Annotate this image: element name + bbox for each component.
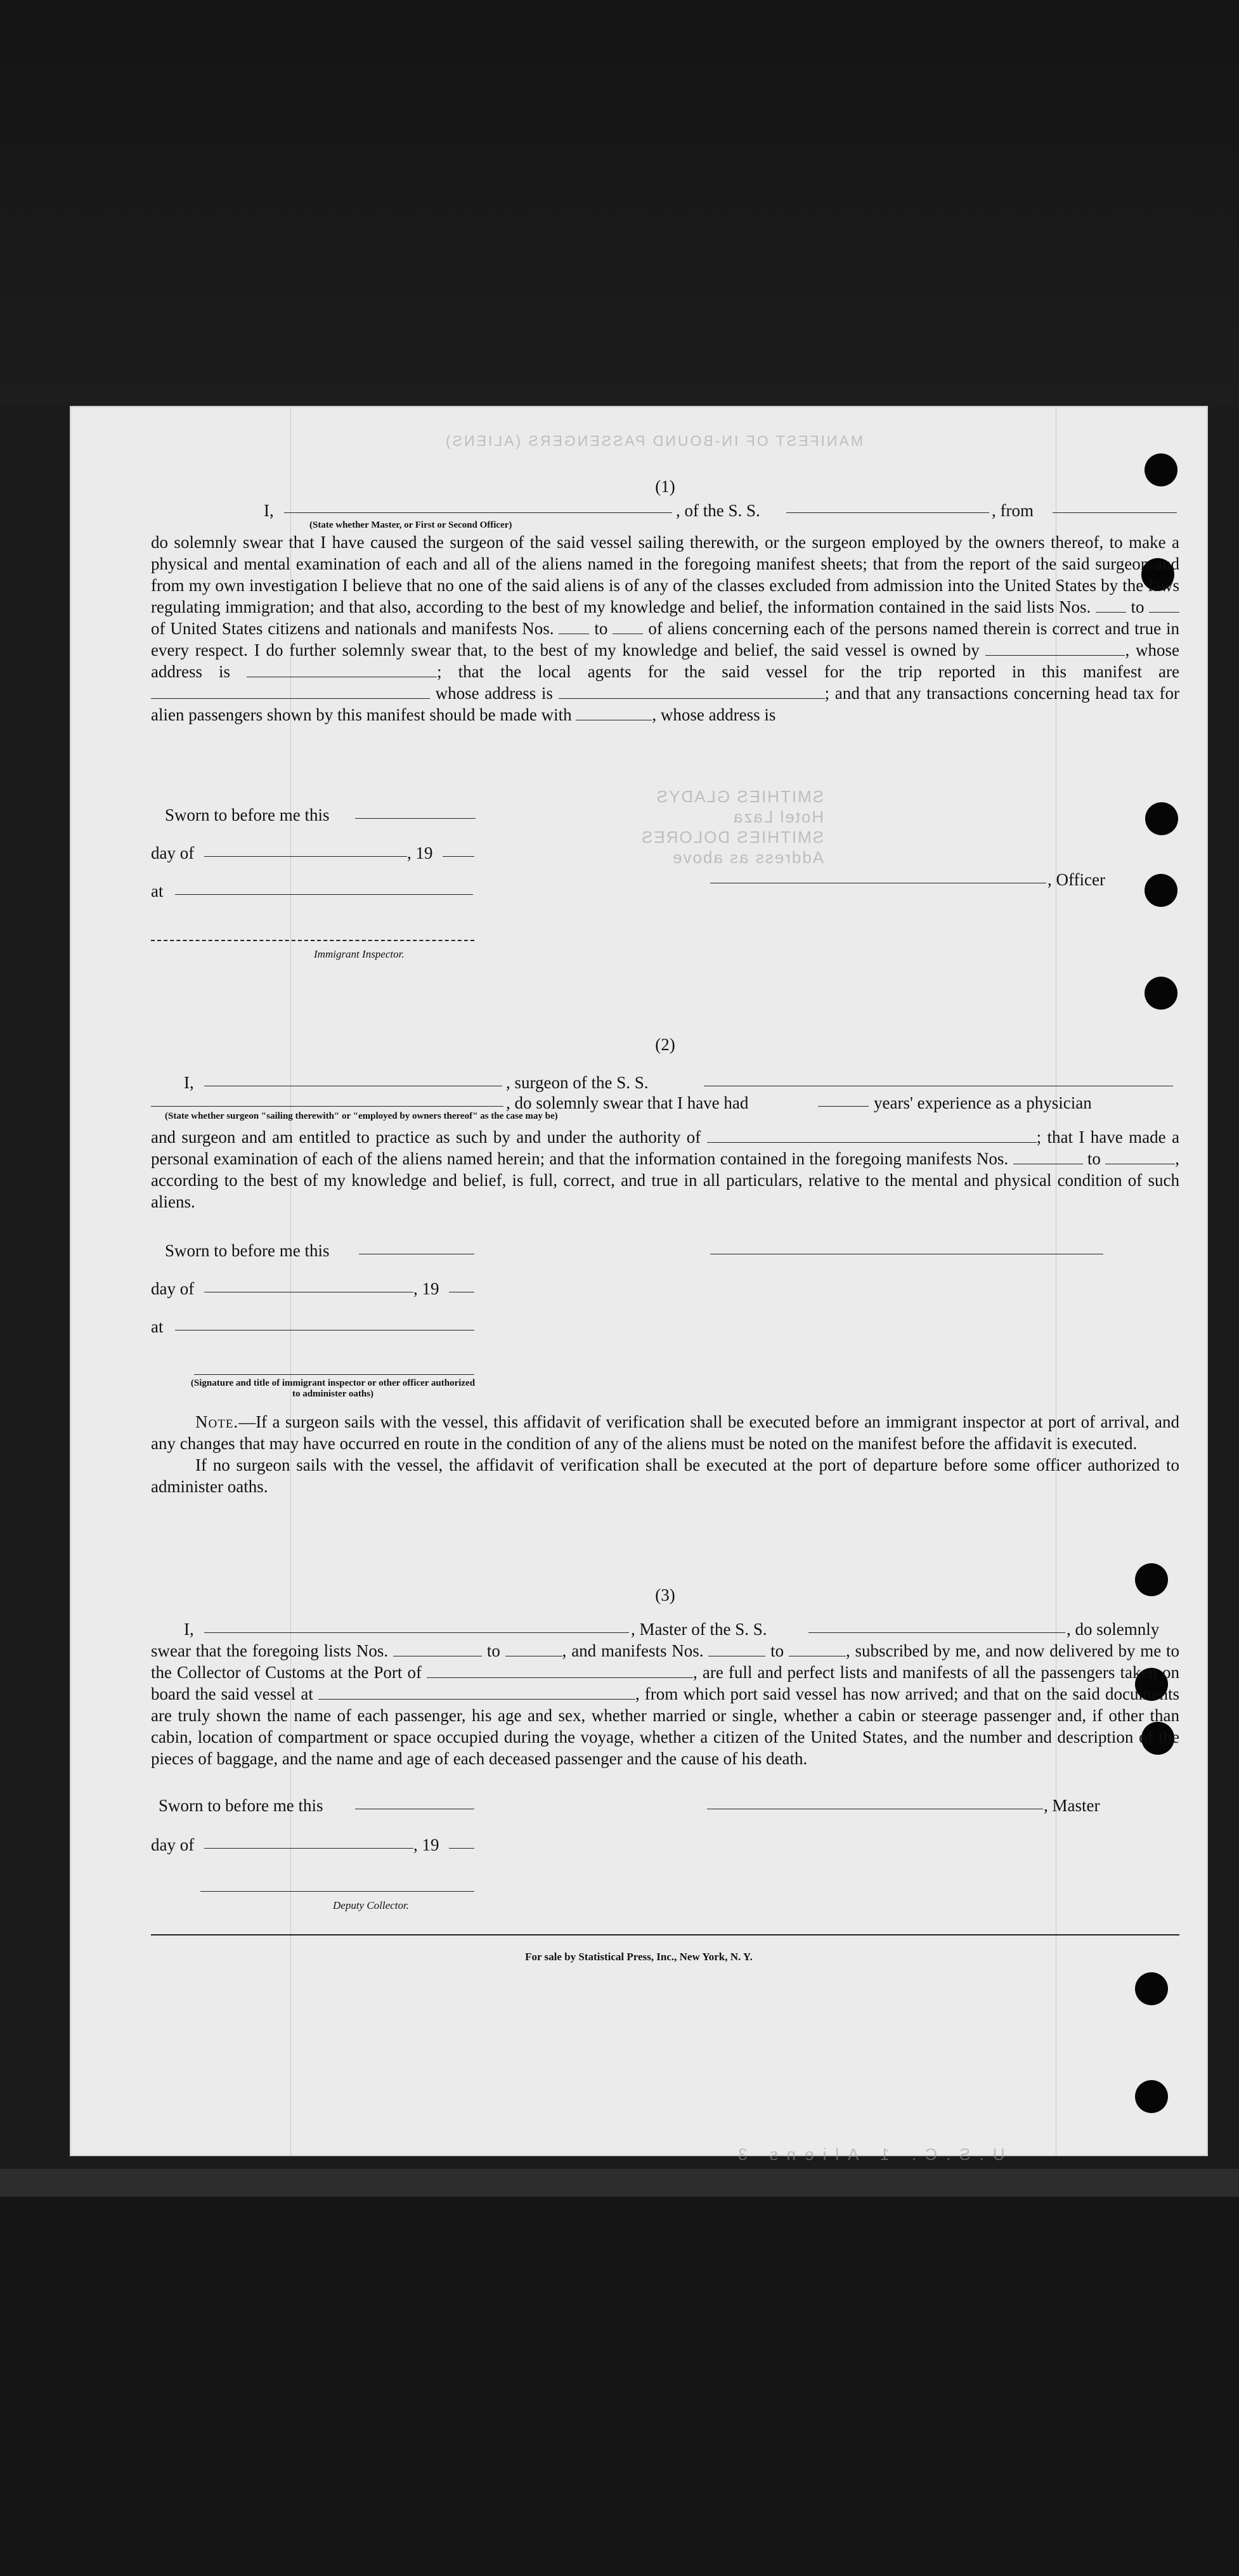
- collector-caption: Deputy Collector.: [333, 1899, 409, 1911]
- text-fragment: to: [594, 619, 608, 638]
- sworn-label: Sworn to before me this: [165, 805, 330, 824]
- text-fragment: swear that the foregoing lists Nos.: [151, 1641, 389, 1660]
- master-name-blank: [284, 512, 672, 513]
- inspector-signature-line: [151, 940, 474, 941]
- text-fragment: , from which port said vessel has now arrived; and that on the said documents are truly shown the name of each passenger, his age and sex, whether married or single, whether a cabin or steerage passenger and, if other than cabin, location of compartment or space occupied during the voyage, whether a citizen of the United States, and the number and description of the pieces of baggage, and the name and age of each deceased passenger and the cause of his death.: [151, 1684, 1179, 1768]
- inspector-caption: Immigrant Inspector.: [314, 948, 405, 960]
- note-paragraph: [151, 1411, 1179, 1454]
- label-from: , from: [992, 501, 1034, 520]
- bleed-through-header: MANIFEST OF IN-BOUND PASSENGERS (ALIENS): [444, 433, 864, 449]
- text-fragment: , whose address is: [652, 705, 776, 724]
- blank: [708, 1642, 765, 1656]
- master-caption: (State whether Master, or First or Second Officer): [309, 520, 512, 530]
- blank: [427, 1663, 693, 1678]
- text-fragment: to: [486, 1641, 500, 1660]
- blank: [559, 620, 589, 634]
- blank: [985, 641, 1125, 656]
- at-label: at: [151, 1317, 164, 1336]
- officer-label: , Officer: [1048, 870, 1105, 889]
- day-of-label: day of: [151, 843, 195, 862]
- vessel-blank: [786, 512, 989, 513]
- affidavit-3: [151, 1584, 1179, 1606]
- blank: [151, 1106, 503, 1107]
- printer-imprint: For sale by Statistical Press, Inc., New York, N. Y.: [525, 1951, 753, 1963]
- officer-signature-line: [194, 1374, 474, 1375]
- label-do-solemnly: , do solemnly: [1067, 1620, 1160, 1639]
- text-fragment: ; that the local agents for the said vessel for the trip reported in this manifest are: [437, 662, 1179, 681]
- text-fragment: , whose address is: [151, 641, 1180, 681]
- blank: [505, 1642, 562, 1656]
- affidavit-1: [151, 476, 1179, 725]
- stamp-line: Address as above: [671, 848, 824, 867]
- blank: [789, 1642, 846, 1656]
- blank: [808, 1632, 1065, 1633]
- affidavit-2-body: [151, 1126, 1179, 1213]
- blank: [613, 620, 643, 634]
- text-fragment: do solemnly swear that I have caused the surgeon of the said vessel sailing therewith, or the surgeon employed by the owners thereof, to make a physical and mental examination of each and all of the aliens named in the foregoing manifest sheets; that from the report of the said surgeon and from my own investigation I believe that no one of the said aliens is of any of the classes excluded from admission into the United States by the laws regulating immigration; and that also, according to the best of my knowledge and belief, the information contained in the said lists Nos.: [151, 533, 1179, 616]
- manifest-back-page: [70, 406, 1208, 2164]
- label-master-of: , Master of the S. S.: [631, 1620, 767, 1639]
- blank: [449, 1848, 474, 1849]
- master-label: , Master: [1044, 1796, 1100, 1815]
- stamp-line: SMITHIES DOLORES: [640, 828, 824, 847]
- text-fragment: of United States citizens and nationals and manifests Nos.: [151, 619, 554, 638]
- text-fragment: to: [1131, 597, 1145, 616]
- text-fragment: of aliens concerning each of the persons named therein is correct and true in every respect. I do further solemnly swear that, to the best of my knowledge and belief, the said vessel is owned by: [151, 619, 1180, 660]
- stamp-line: Hotel Laza: [732, 807, 824, 826]
- bleed-through-footer: U.S.C. 1 Aliens 3: [729, 2145, 1005, 2164]
- section-number: (3): [655, 1585, 675, 1604]
- day-of-label: day of: [151, 1835, 195, 1854]
- signature-caption: (Signature and title of immigrant inspector or other officer authorized to administer oaths): [190, 1378, 476, 1399]
- at-label: at: [151, 881, 164, 901]
- text-fragment: , and manifests Nos.: [562, 1641, 704, 1660]
- note-paragraph: [151, 1454, 1179, 1497]
- label-years: years' experience as a physician: [874, 1093, 1092, 1112]
- note-text: If no surgeon sails with the vessel, the affidavit of verification shall be executed at the port of departure before some officer authorized to administer oaths.: [151, 1455, 1179, 1496]
- blank: [247, 663, 437, 677]
- section-number: (1): [655, 477, 675, 496]
- blank: [1013, 1150, 1083, 1164]
- text-fragment: , are full and perfect lists and manifests of all the passengers taken on board the said vessel at: [151, 1663, 1179, 1703]
- affidavit-3-body: [151, 1640, 1179, 1769]
- footer-rule: [151, 1934, 1179, 1935]
- blank: [151, 684, 430, 699]
- blank: [204, 1848, 413, 1849]
- blank: [443, 856, 474, 857]
- note-block: [151, 1411, 1179, 1497]
- label-i: I,: [264, 501, 274, 520]
- text-fragment: , subscribed by me, and now delivered by me to the Collector of Customs at the Port of: [151, 1641, 1180, 1682]
- blank: [204, 856, 407, 857]
- text-fragment: to: [1087, 1149, 1101, 1168]
- blank: [576, 706, 652, 720]
- day-of-label: day of: [151, 1279, 195, 1298]
- bleed-through-stamp: [640, 786, 824, 868]
- text-fragment: and surgeon and am entitled to practice as such by and under the authority of: [151, 1128, 701, 1147]
- text-fragment: , according to the best of my knowledge and belief, is full, correct, and true in all particulars, relative to the mental and physical condition of such aliens.: [151, 1149, 1180, 1211]
- text-fragment: whose address is: [435, 684, 553, 703]
- text-fragment: ; that I have made a personal examination of each of the aliens named herein; and that the information contained in the foregoing manifests Nos.: [151, 1128, 1180, 1168]
- punch-hole: [1145, 802, 1178, 835]
- label-i: I,: [184, 1073, 194, 1092]
- label-of-ss: , of the S. S.: [676, 501, 760, 520]
- port-blank: [1053, 512, 1177, 513]
- master-line: [151, 497, 1179, 531]
- note-label: Note.: [195, 1412, 239, 1431]
- label-i: I,: [184, 1620, 194, 1639]
- label-surgeon-of: , surgeon of the S. S.: [506, 1073, 649, 1092]
- scan-border-top: [0, 0, 1239, 406]
- text-fragment: ; and that any transactions concerning head tax for alien passengers shown by this manifest should be made with: [151, 684, 1180, 724]
- note-text: —If a surgeon sails with the vessel, this affidavit of verification shall be executed before an immigrant inspector at port of arrival, and any changes that may have occurred en route in the condition of any of the aliens must be noted on the manifest before the affidavit is executed.: [151, 1412, 1179, 1453]
- affidavit-1-text: [151, 531, 1179, 725]
- blank: [1105, 1150, 1175, 1164]
- affidavit-2: [151, 1034, 1179, 1055]
- blank: [393, 1642, 482, 1656]
- year-label: , 19: [413, 1279, 439, 1298]
- sworn-label: Sworn to before me this: [159, 1796, 323, 1815]
- blank: [707, 1128, 1037, 1143]
- scan-border-bottom: [0, 2169, 1239, 2576]
- collector-signature-line: [200, 1891, 474, 1892]
- surgeon-caption: (State whether surgeon "sailing therewith" or "employed by owners thereof" as the case may be): [165, 1111, 558, 1121]
- section-number: (2): [655, 1035, 675, 1054]
- punch-hole: [1135, 1972, 1168, 2005]
- text-fragment: to: [770, 1641, 784, 1660]
- blank: [1096, 598, 1126, 613]
- punch-hole: [1145, 977, 1177, 1010]
- blank: [175, 894, 473, 895]
- blank: [318, 1685, 635, 1700]
- affidavit-2-text: [151, 1126, 1179, 1213]
- blank: [204, 1632, 629, 1633]
- blank: [818, 1106, 869, 1107]
- label-swear: , do solemnly swear that I have had: [506, 1093, 749, 1112]
- blank: [1149, 598, 1179, 613]
- punch-hole: [1135, 2080, 1168, 2113]
- year-label: , 19: [413, 1835, 439, 1854]
- sworn-label: Sworn to before me this: [165, 1241, 330, 1260]
- blank: [355, 818, 476, 819]
- punch-hole: [1145, 874, 1177, 907]
- blank: [559, 684, 825, 699]
- stamp-line: SMITHIES GLADYS: [655, 787, 824, 806]
- affidavit-3-text: [151, 1640, 1179, 1769]
- year-label: , 19: [407, 843, 433, 862]
